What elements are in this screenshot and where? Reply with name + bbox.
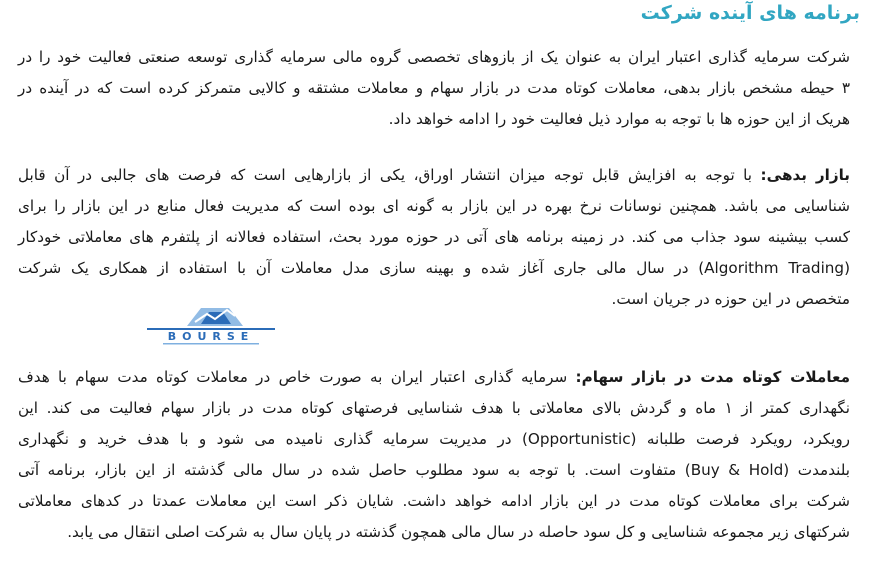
paragraph-line: نگهداری کمتر از ۱ ماه و گردش بالای معاملاتی با هدف شناسایی فرصتهای کوتاه مدت در بازار سهام فعالیت می کند. این bbox=[18, 399, 850, 417]
intro-paragraph bbox=[18, 42, 850, 135]
paragraph-line: شناسایی می باشد. همچنین نوسانات نرخ بهره در این بازار به گونه ای بوده است که مدیریت فعال منابع در این بازار را برای bbox=[18, 197, 850, 215]
paragraph-line: هریک از این حوزه ها با توجه به موارد ذیل فعالیت خود را ادامه خواهد داد. bbox=[388, 110, 850, 128]
debt-market-paragraph bbox=[18, 160, 850, 315]
paragraph-text: با توجه به افزایش قابل توجه میزان انتشار اوراق، یکی از بازارهایی است که فرصت های جالبی در آن قابل bbox=[18, 166, 761, 184]
section-heading: برنامه های آینده شرکت bbox=[640, 2, 860, 24]
paragraph-line bbox=[18, 362, 850, 393]
paragraph-line: بلندمدت (Buy & Hold) متفاوت است. با توجه به سود مطلوب حاصل شده در سال مالی گذشته از این بازار، برنامه آتی bbox=[18, 461, 851, 479]
paragraph-line: (Algorithm Trading) در سال مالی جاری آغاز شده و بهینه سازی مدل معاملات آن با استفاده از همکاری یک شرکت bbox=[18, 259, 850, 277]
paragraph-text: سرمایه گذاری اعتبار ایران به صورت خاص در معاملات کوتاه مدت سهام با هدف bbox=[18, 368, 576, 386]
paragraph-line: کسب بیشینه سود جذاب می کند. در زمینه برنامه های آتی در حوزه مورد بحث، استفاده فعالانه از پلتفرم های معاملاتی خودکار bbox=[18, 228, 850, 246]
paragraph-line: رویکرد، رویکرد فرصت طلبانه (Opportunistic) در مدیریت سرمایه گذاری نامیده می شود و با هدف خرید و نگهداری bbox=[18, 430, 850, 448]
paragraph-line: شرکت سرمایه گذاری اعتبار ایران به عنوان یک از بازوهای تخصصی گروه مالی سرمایه گذاری توسعه صنعتی فعالیت خود را در bbox=[18, 48, 850, 66]
paragraph-line: شرکتهای زیر مجموعه شناسایی و کل سود حاصله در سال مالی همچون گذشته در پایان سال به شرکت اصلی انتقال می یابد. bbox=[67, 523, 850, 541]
short-term-trading-paragraph bbox=[18, 362, 850, 548]
watermark-text: BOURSE bbox=[167, 330, 255, 343]
paragraph-line bbox=[18, 160, 850, 191]
paragraph-line: ۳ حیطه مشخص بازار بدهی، معاملات کوتاه مدت در بازار سهام و معاملات مشتقه و کالایی متمرکز کرده است که در آینده در bbox=[18, 79, 850, 97]
bourse-logo-icon bbox=[143, 302, 279, 346]
short-term-trading-lead: معاملات کوتاه مدت در بازار سهام: bbox=[575, 368, 850, 386]
paragraph-line: شرکت برای معاملات کوتاه مدت در این بازار ادامه خواهد داشت. شایان ذکر است این معاملات عمدتا در کدهای معاملاتی bbox=[18, 492, 850, 510]
paragraph-line: متخصص در این حوزه در جریان است. bbox=[611, 290, 850, 308]
debt-market-lead: بازار بدهی: bbox=[760, 166, 850, 184]
